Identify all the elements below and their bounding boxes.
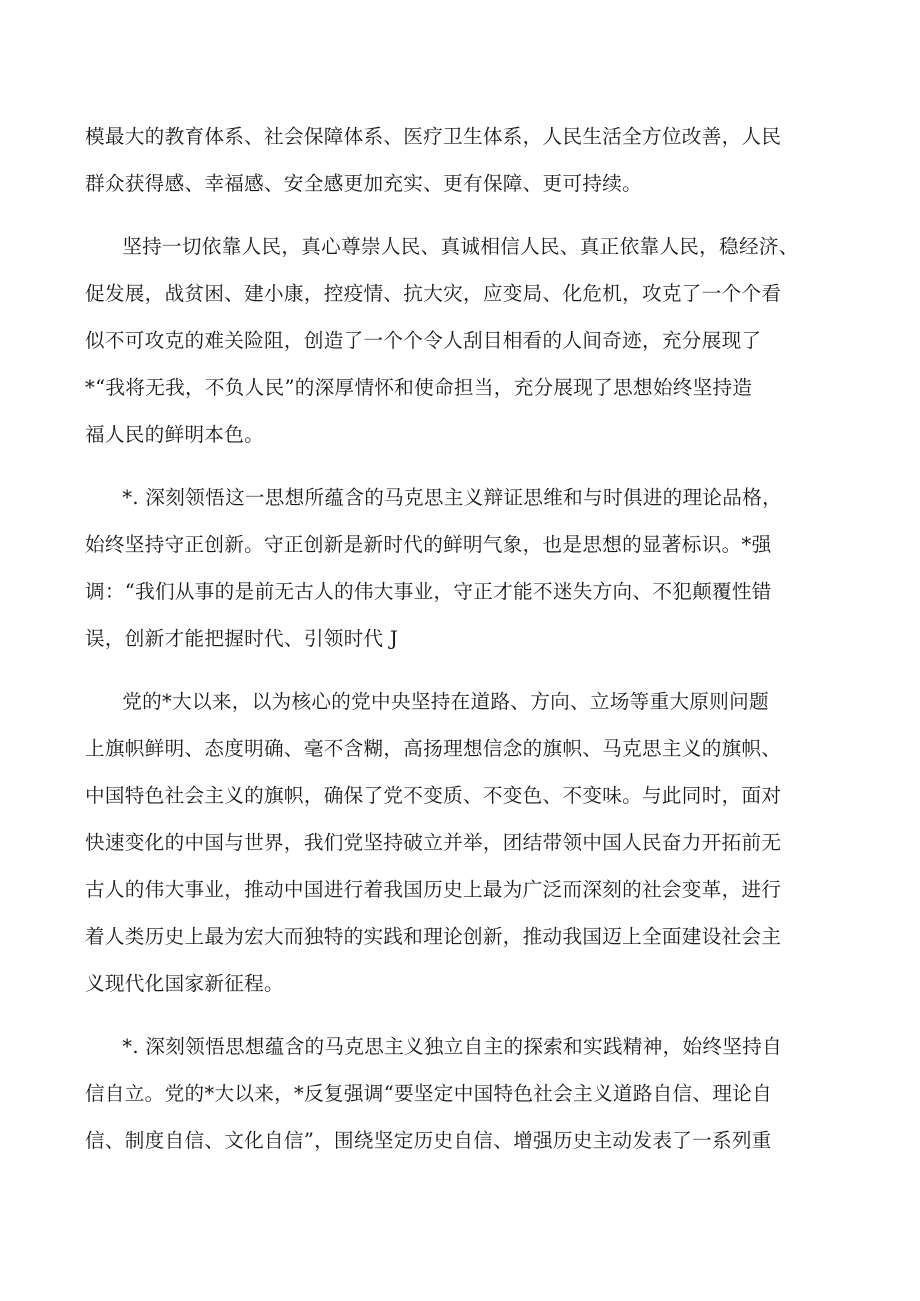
text-line: 信自立。党的*大以来，*反复强调“要坚定中国特色社会主义道路自信、理论自 <box>85 1082 773 1105</box>
text-line: *. 深刻领悟这一思想所蕴含的马克思主义辩证思维和与时俱进的理论品格， <box>122 486 782 509</box>
paragraph-3 <box>85 474 840 662</box>
text-line: 中国特色社会主义的旗帜，确保了党不变质、不变色、不变味。与此同时，面对 <box>85 784 782 807</box>
text-line: 似不可攻克的难关险阻，创造了一个个令人刮目相看的人间奇迹，充分展现了 <box>85 329 762 352</box>
text-line: 古人的伟大事业，推动中国进行着我国历史上最为广泛而深刻的社会变革，进行 <box>85 878 782 901</box>
text-line: 福人民的鲜明本色。 <box>85 423 265 446</box>
text-line: 上旗帜鲜明、态度明确、毫不含糊，高扬理想信念的旗帜、马克思主义的旗帜、 <box>85 737 782 760</box>
text-line: 误，创新才能把握时代、引领时代 J <box>85 627 399 650</box>
paragraph-1 <box>85 113 840 207</box>
text-line: 信、制度自信、文化自信”，围绕坚定历史自信、增强历史主动发表了一系列重 <box>85 1129 772 1152</box>
document-page <box>85 113 840 1180</box>
text-line: 快速变化的中国与世界，我们党坚持破立并举，团结带领中国人民奋力开拓前无 <box>85 831 782 854</box>
paragraph-5 <box>85 1023 840 1164</box>
text-line: 调：“我们从事的是前无古人的伟大事业，守正才能不迷失方向、不犯颠覆性错 <box>85 580 772 603</box>
text-line: 着人类历史上最为宏大而独特的实践和理论创新，推动我国迈上全面建设社会主 <box>85 925 782 948</box>
text-line: 促发展，战贫困、建小康，控疫情、抗大灾，应变局、化危机，攻克了一个个看 <box>85 282 782 305</box>
text-line: 义现代化国家新征程。 <box>85 972 284 995</box>
text-line: 群众获得感、幸福感、安全感更加充实、更有保障、更可持续。 <box>85 172 643 195</box>
text-line: 始终坚持守正创新。守正创新是新时代的鲜明气象，也是思想的显著标识。*强 <box>85 533 772 556</box>
text-line: *“我将无我，不负人民”的深厚情怀和使命担当，充分展现了思想始终坚持造 <box>85 376 753 399</box>
text-line: 坚持一切依靠人民，真心尊崇人民、真诚相信人民、真正依靠人民，稳经济、 <box>122 235 799 258</box>
text-line: 模最大的教育体系、社会保障体系、医疗卫生体系，人民生活全方位改善，人民 <box>85 125 782 148</box>
text-line: *. 深刻领悟思想蕴含的马克思主义独立自主的探索和实践精神，始终坚持自 <box>122 1035 782 1058</box>
paragraph-4 <box>85 678 840 1007</box>
paragraph-2 <box>85 223 840 458</box>
text-line: 党的*大以来，以为核心的党中央坚持在道路、方向、立场等重大原则问题 <box>122 690 769 713</box>
